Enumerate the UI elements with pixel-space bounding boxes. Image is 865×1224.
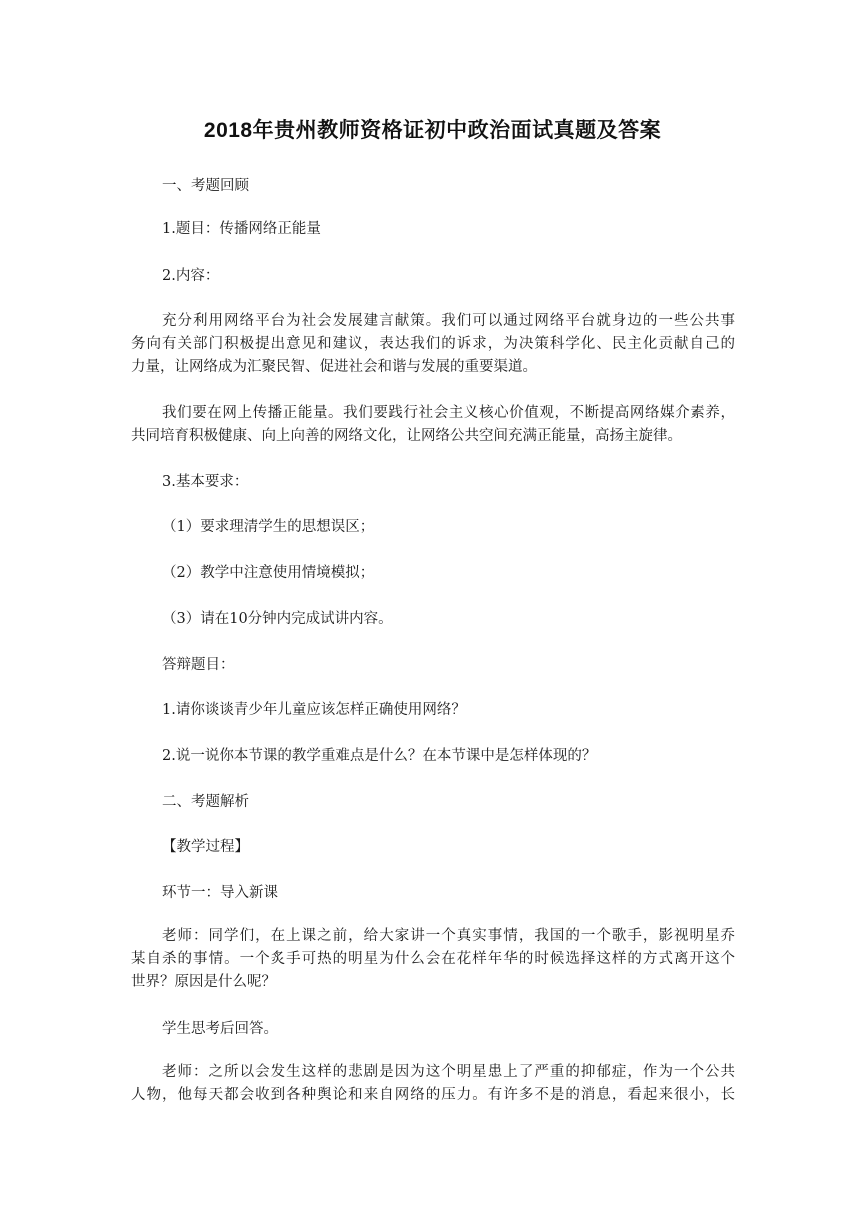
section-heading-review: 一、考题回顾	[162, 178, 249, 194]
defense-question-2: 2.说一说你本节课的教学重难点是什么？在本节课中是怎样体现的？	[162, 748, 597, 764]
content-paragraph-1	[131, 310, 735, 379]
content-paragraph-2	[131, 402, 735, 448]
requirement-item-3: （3）请在10分钟内完成试讲内容。	[162, 611, 393, 627]
paragraph-line: 老师：同学们，在上课之前，给大家讲一个真实事情，我国的一个歌手，影视明星乔	[162, 928, 735, 944]
paragraph-line: 我们要在网上传播正能量。我们要践行社会主义核心价值观，不断提高网络媒介素养，	[162, 405, 735, 421]
paragraph-line: 老师：之所以会发生这样的悲剧是因为这个明星患上了严重的抑郁症，作为一个公共	[162, 1064, 735, 1080]
paragraph-line: 务向有关部门积极提出意见和建议，表达我们的诉求，为决策科学化、民主化贡献自己的	[131, 336, 735, 352]
requirement-item-2: （2）教学中注意使用情境模拟；	[162, 565, 375, 581]
requirements-label: 3.基本要求：	[162, 474, 249, 490]
content-label: 2.内容：	[162, 268, 220, 284]
defense-question-1: 1.请你谈谈青少年儿童应该怎样正确使用网络？	[162, 702, 466, 718]
defense-label: 答辩题目：	[162, 657, 235, 673]
paragraph-line: 世界？原因是什么呢？	[131, 974, 276, 990]
paragraph-line: 力量，让网络成为汇聚民智、促进社会和谐与发展的重要渠道。	[131, 359, 537, 375]
step-one-heading: 环节一：导入新课	[162, 885, 278, 901]
paragraph-line: 人物，他每天都会收到各种舆论和来自网络的压力。有许多不是的消息，看起来很小，长	[131, 1087, 735, 1103]
teacher-paragraph-2	[131, 1061, 735, 1107]
section-heading-analysis: 二、考题解析	[162, 794, 249, 810]
teacher-paragraph-1	[131, 925, 735, 994]
student-answer-line: 学生思考后回答。	[162, 1021, 278, 1037]
paragraph-line: 共同培育积极健康、向上向善的网络文化，让网络公共空间充满正能量，高扬主旋律。	[131, 428, 682, 444]
paragraph-line: 某自杀的事情。一个炙手可热的明星为什么会在花样年华的时候选择这样的方式离开这个	[131, 951, 735, 967]
teaching-process-label: 【教学过程】	[162, 839, 249, 855]
paragraph-line: 充分利用网络平台为社会发展建言献策。我们可以通过网络平台就身边的一些公共事	[162, 313, 735, 329]
document-title: 2018年贵州教师资格证初中政治面试真题及答案	[203, 119, 662, 142]
requirement-item-1: （1）要求理清学生的思想误区；	[162, 519, 375, 535]
topic-line: 1.题目：传播网络正能量	[162, 221, 321, 237]
